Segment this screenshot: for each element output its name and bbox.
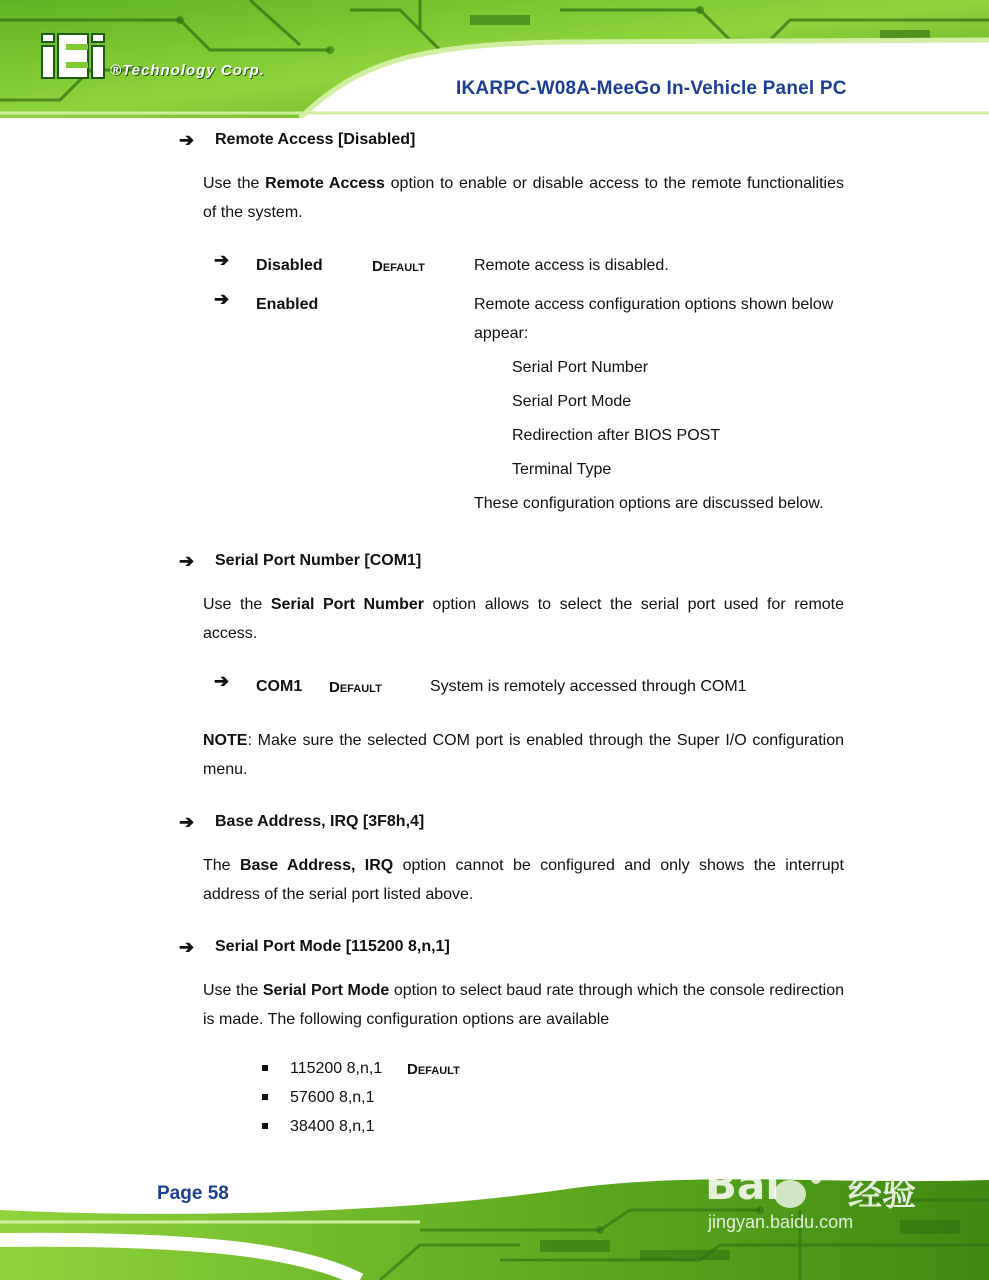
watermark-cn: 经验 bbox=[848, 1175, 916, 1213]
arrow-right-icon: ➔ bbox=[179, 937, 195, 957]
section-heading-serial-port-number: Serial Port Number [COM1] bbox=[215, 552, 422, 569]
page-number: Page 58 bbox=[157, 1183, 229, 1204]
section-heading-remote-access: Remote Access [Disabled] bbox=[215, 131, 416, 148]
bullet-icon bbox=[262, 1065, 268, 1071]
watermark-brand: Bai bbox=[705, 1160, 780, 1209]
arrow-right-icon: ➔ bbox=[214, 671, 230, 691]
company-name: ®Technology Corp. bbox=[110, 62, 265, 79]
sub-option: Redirection after BIOS POST bbox=[512, 427, 721, 444]
option-com1-desc: System is remotely accessed through COM1 bbox=[430, 678, 747, 695]
serial-port-number-description: Use the Serial Port Number option allows to select the serial port used for remote access. bbox=[203, 596, 845, 642]
baud-option: 115200 8,n,1 bbox=[290, 1060, 383, 1077]
arrow-right-icon: ➔ bbox=[214, 250, 230, 270]
remote-access-description: Use the Remote Access option to enable or disable access to the remote functionalities of the system. bbox=[203, 175, 845, 221]
sub-option: Serial Port Number bbox=[512, 359, 649, 376]
option-disabled-desc: Remote access is disabled. bbox=[474, 257, 669, 274]
baud-option: 57600 8,n,1 bbox=[290, 1089, 375, 1106]
arrow-right-icon: ➔ bbox=[214, 289, 230, 309]
bullet-icon bbox=[262, 1094, 268, 1100]
default-badge: Default bbox=[372, 258, 425, 275]
sub-option: Terminal Type bbox=[512, 461, 612, 478]
option-disabled-label: Disabled bbox=[256, 257, 323, 274]
option-com1-label: COM1 bbox=[256, 678, 303, 695]
iei-logo bbox=[42, 34, 104, 78]
base-address-description: The Base Address, IRQ option cannot be configured and only shows the interrupt address of the serial port listed above. bbox=[203, 857, 844, 903]
section-heading-serial-port-mode: Serial Port Mode [115200 8,n,1] bbox=[215, 938, 450, 955]
baud-option: 38400 8,n,1 bbox=[290, 1118, 375, 1135]
sub-option: Serial Port Mode bbox=[512, 393, 632, 410]
option-enabled-label: Enabled bbox=[256, 296, 319, 313]
default-badge: Default bbox=[407, 1061, 460, 1078]
arrow-right-icon: ➔ bbox=[179, 812, 195, 832]
watermark-url: jingyan.baidu.com bbox=[708, 1212, 854, 1232]
section-heading-base-address: Base Address, IRQ [3F8h,4] bbox=[215, 813, 425, 830]
arrow-right-icon: ➔ bbox=[179, 130, 195, 150]
default-badge: Default bbox=[329, 679, 382, 696]
option-enabled-desc: Remote access configuration options shown below appear: bbox=[474, 296, 834, 342]
bullet-icon bbox=[262, 1123, 268, 1129]
options-closing-note: These configuration options are discussed below. bbox=[474, 495, 824, 512]
note-paragraph: NOTE: Make sure the selected COM port is enabled through the Super I/O configuration menu. bbox=[203, 732, 844, 778]
header-banner bbox=[0, 0, 989, 118]
document-title: IKARPC-W08A-MeeGo In-Vehicle Panel PC bbox=[456, 78, 847, 99]
arrow-right-icon: ➔ bbox=[179, 551, 195, 571]
serial-port-mode-description: Use the Serial Port Mode option to select baud rate through which the console redirection is made. The following configuration options are available bbox=[203, 982, 844, 1028]
